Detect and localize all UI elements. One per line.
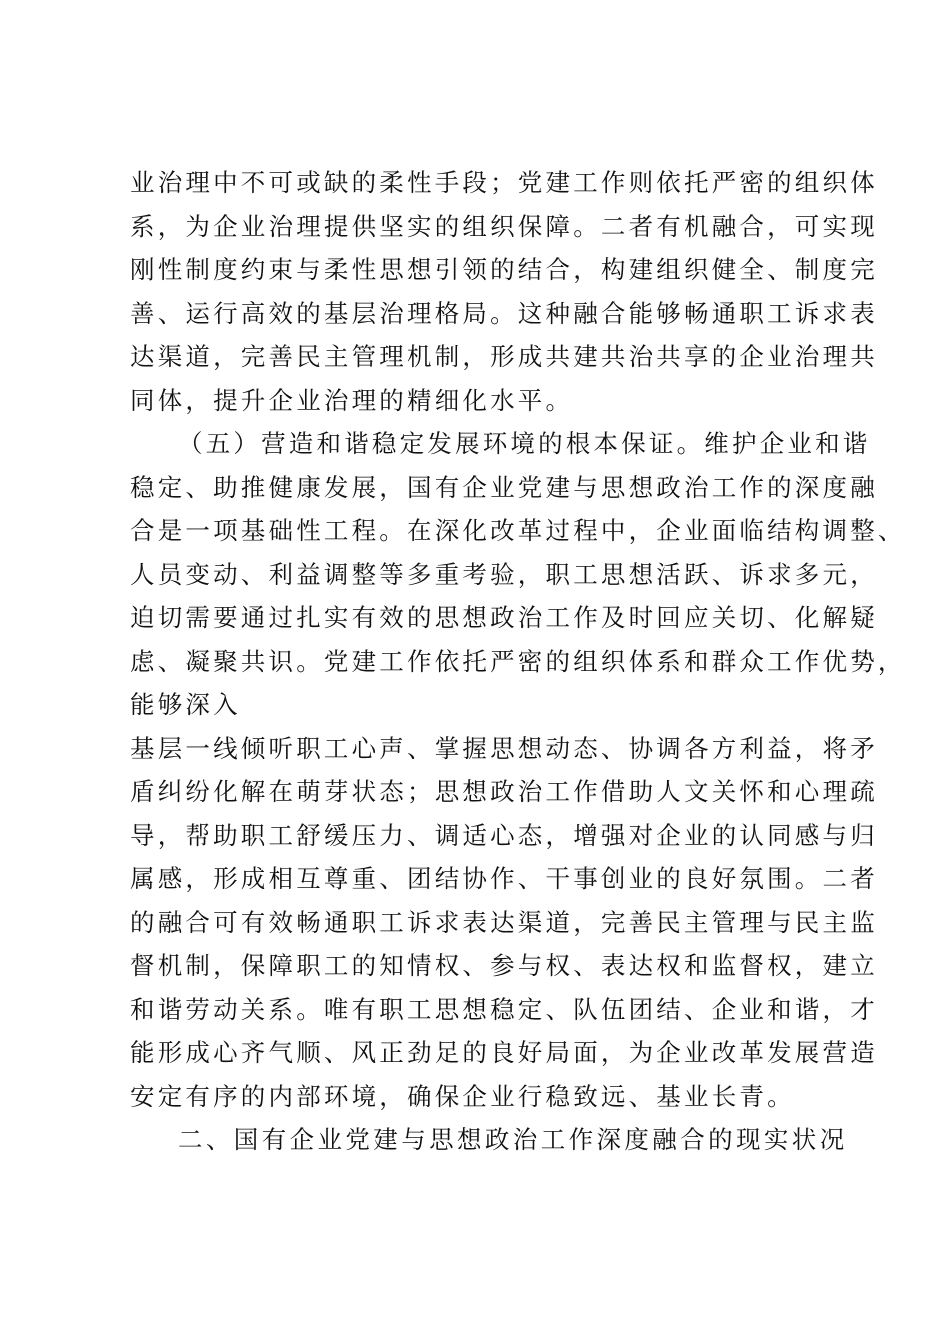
body-text-line: 能形成心齐气顺、风正劲足的良好局面，为企业改革发展营造 [130,1038,878,1067]
body-text-line: 督机制，保障职工的知情权、参与权、表达权和监督权，建立 [130,951,878,980]
body-text-line: 合是一项基础性工程。在深化改革过程中，企业面临结构调整、 [130,516,906,545]
body-text-line: 导，帮助职工舒缓压力、调适心态，增强对企业的认同感与归 [130,821,878,850]
body-text-line: 基层一线倾听职工心声、掌握思想动态、协调各方利益，将矛 [130,734,878,763]
body-text-line: 达渠道，完善民主管理机制，形成共建共治共享的企业治理共 [130,342,878,371]
section-heading-two: 二、国有企业党建与思想政治工作深度融合的现实状况 [178,1125,848,1154]
body-text-line: 属感，形成相互尊重、团结协作、干事创业的良好氛围。二者 [130,864,878,893]
body-text-line: 的融合可有效畅通职工诉求表达渠道，完善民主管理与民主监 [130,908,878,937]
section-heading-five: （五）营造和谐稳定发展环境的根本保证。维护企业和谐 [178,429,871,458]
body-text-line: 盾纠纷化解在萌芽状态；思想政治工作借助人文关怀和心理疏 [130,777,878,806]
body-text-line: 和谐劳动关系。唯有职工思想稳定、队伍团结、企业和谐，才 [130,995,878,1024]
body-text-line: 人员变动、利益调整等多重考验，职工思想活跃、诉求多元， [130,560,878,589]
body-text-line: 安定有序的内部环境，确保企业行稳致远、基业长青。 [130,1082,795,1111]
body-text-line: 善、运行高效的基层治理格局。这种融合能够畅通职工诉求表 [130,299,878,328]
body-text-line: 稳定、助推健康发展，国有企业党建与思想政治工作的深度融 [130,473,878,502]
body-text-line: 迫切需要通过扎实有效的思想政治工作及时回应关切、化解疑 [130,603,878,632]
body-text-line: 刚性制度约束与柔性思想引领的结合，构建组织健全、制度完 [130,255,878,284]
body-text-line: 虑、凝聚共识。党建工作依托严密的组织体系和群众工作优势， [130,647,906,676]
body-text-line: 系，为企业治理提供坚实的组织保障。二者有机融合，可实现 [130,212,878,241]
body-text-line: 能够深入 [130,690,241,719]
body-text-line: 业治理中不可或缺的柔性手段；党建工作则依托严密的组织体 [130,168,878,197]
body-text-line: 同体，提升企业治理的精细化水平。 [130,386,574,415]
